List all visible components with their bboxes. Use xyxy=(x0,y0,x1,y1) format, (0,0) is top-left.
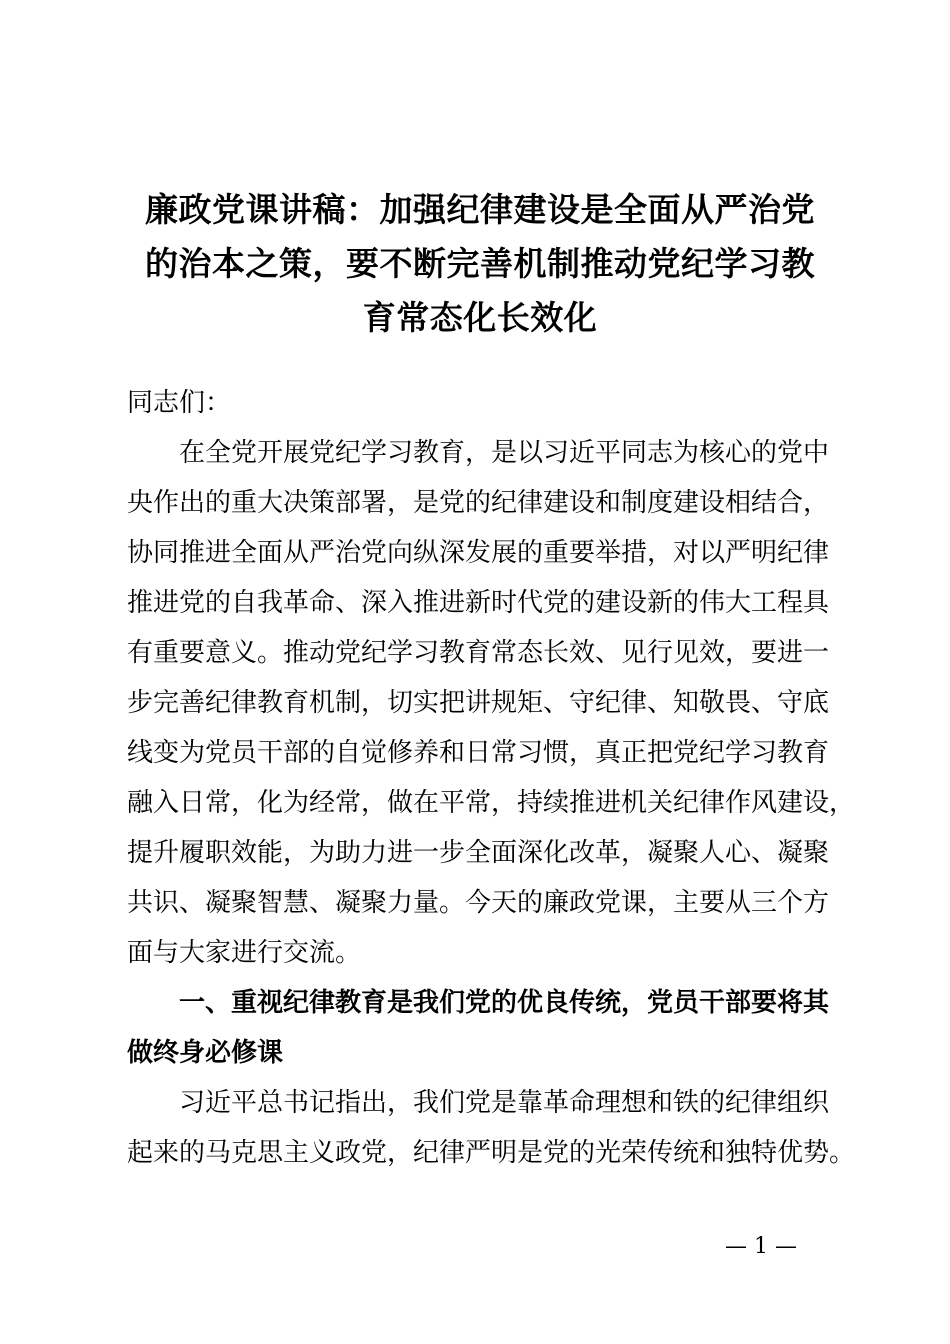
text-line: 推进党的自我革命、深入推进新时代党的建设新的伟大工程具 xyxy=(127,588,830,618)
heading-line: 一、重视纪律教育是我们党的优良传统，党员干部要将其 xyxy=(179,988,830,1018)
paragraph-intro xyxy=(127,428,856,978)
text-line: 有重要意义。推动党纪学习教育常态长效、见行见效，要进一 xyxy=(127,638,830,668)
paragraph-section-1 xyxy=(127,1078,856,1178)
page-number: — 1 — xyxy=(725,1234,797,1259)
title-line: 廉政党课讲稿：加强纪律建设是全面从严治党 xyxy=(145,190,815,229)
text-line: 习近平总书记指出，我们党是靠革命理想和铁的纪律组织 xyxy=(179,1088,830,1118)
text-line: 面与大家进行交流。 xyxy=(127,938,362,968)
section-heading-1 xyxy=(127,978,847,1078)
text-line: 线变为党员干部的自觉修养和日常习惯，真正把党纪学习教育 xyxy=(127,738,830,768)
text-line: 央作出的重大决策部署，是党的纪律建设和制度建设相结合， xyxy=(127,488,830,518)
text-line: 步完善纪律教育机制，切实把讲规矩、守纪律、知敬畏、守底 xyxy=(127,688,830,718)
text-line: 融入日常，化为经常，做在平常，持续推进机关纪律作风建设， xyxy=(127,788,856,818)
title-line: 的治本之策，要不断完善机制推动党纪学习教 xyxy=(145,244,815,283)
text-line: 提升履职效能，为助力进一步全面深化改革，凝聚人心、凝聚 xyxy=(127,838,830,868)
text-line: 共识、凝聚智慧、凝聚力量。今天的廉政党课，主要从三个方 xyxy=(127,888,830,918)
text-line: 在全党开展党纪学习教育，是以习近平同志为核心的党中 xyxy=(179,438,830,468)
salutation: 同志们： xyxy=(127,388,232,418)
heading-line: 做终身必修课 xyxy=(127,1038,284,1068)
document-title xyxy=(110,183,850,345)
text-line: 起来的马克思主义政党，纪律严明是党的光荣传统和独特优势。 xyxy=(127,1138,856,1168)
text-line: 协同推进全面从严治党向纵深发展的重要举措，对以严明纪律 xyxy=(127,538,830,568)
title-line: 育常态化长效化 xyxy=(362,298,598,337)
document-body xyxy=(127,378,856,1178)
